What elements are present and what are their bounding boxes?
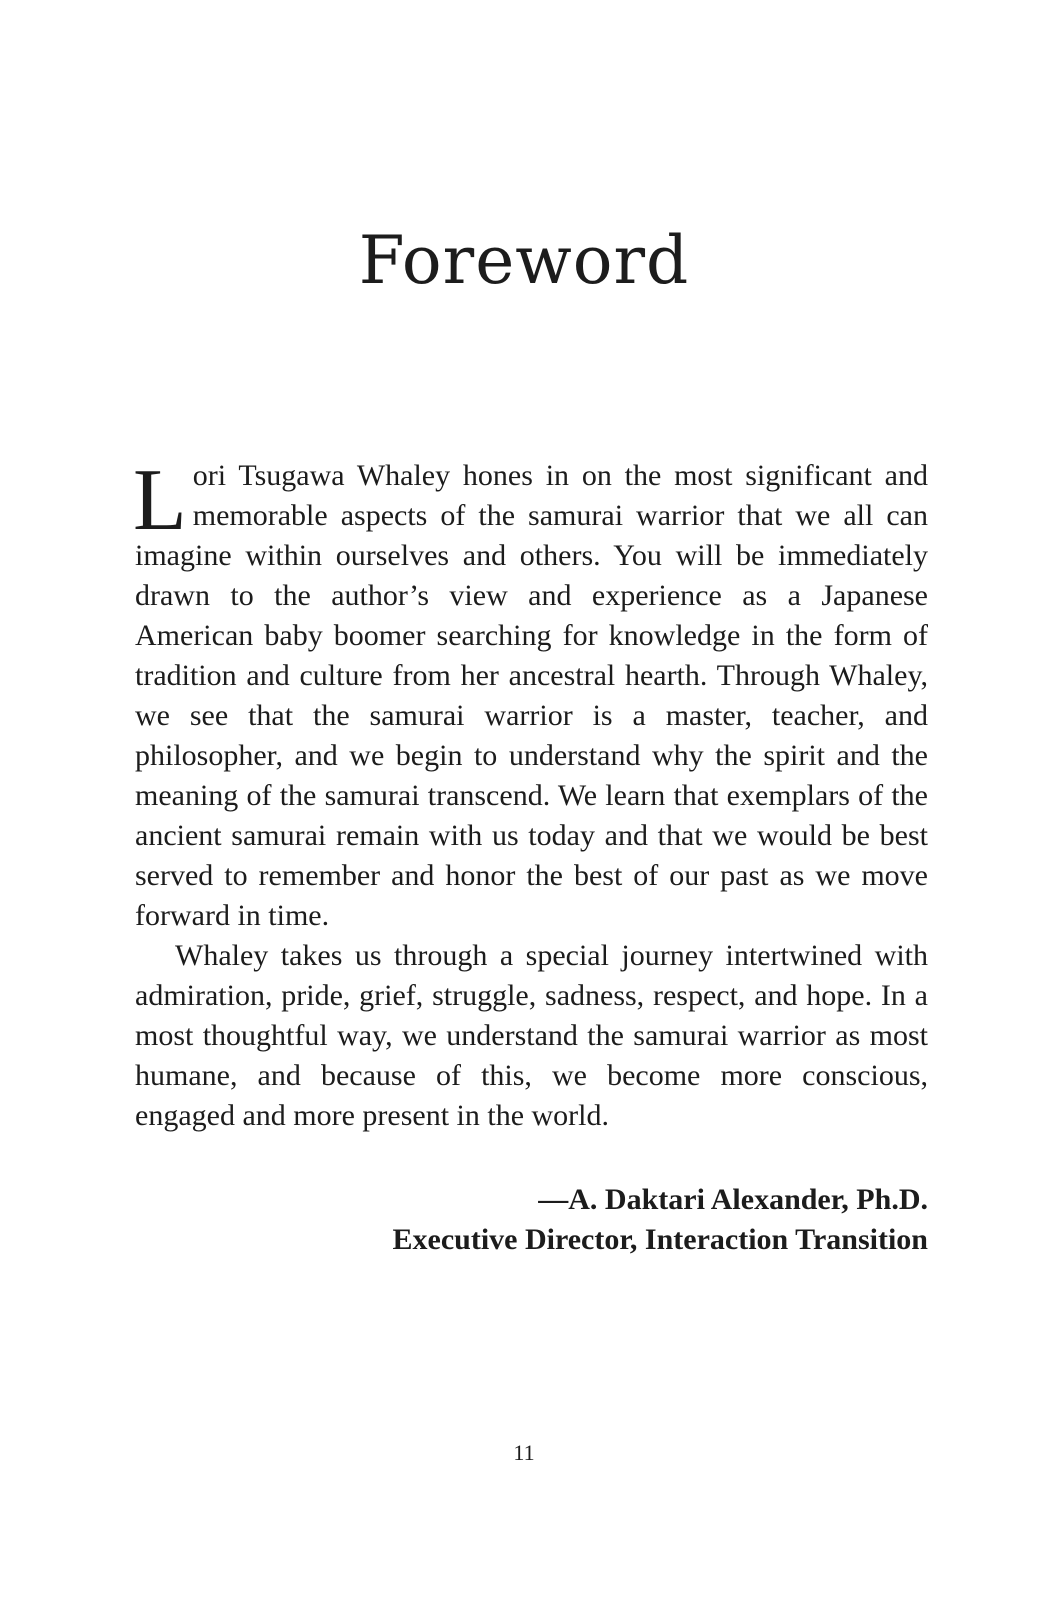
drop-cap: L xyxy=(133,452,187,549)
paragraph-1-text: ori Tsugawa Whaley hones in on the most significant and memorable aspects of the samurai warrior that we all can imagine within ourselves and others. You will be immediately drawn to the author’s view and experience as a Japanese American baby boomer searching for knowledge in the form of tradition and culture from her ancestral hearth. Through Whaley, we see that the samurai warrior is a master, teacher, and philosopher, and we begin to understand why the spirit and the meaning of the samurai transcend. We learn that exemplars of the ancient samurai remain with us today and that we would be best served to remember and honor the best of our past as we move forward in time. xyxy=(135,459,928,932)
paragraph-2: Whaley takes us through a special journey intertwined with admiration, pride, grief, struggle, sadness, respect, and hope. In a most thoughtful way, we understand the samurai warrior as most humane, and because of this, we become more conscious, engaged and more present in the world. xyxy=(135,939,928,1132)
page-number: 11 xyxy=(513,1440,535,1465)
attribution-role: Executive Director, Interaction Transition xyxy=(392,1223,928,1256)
attribution-name: —A. Daktari Alexander, Ph.D. xyxy=(538,1183,928,1216)
foreword-body xyxy=(133,452,928,1136)
attribution xyxy=(135,1180,928,1260)
paragraph-1 xyxy=(133,452,928,936)
page-title: Foreword xyxy=(358,222,690,299)
